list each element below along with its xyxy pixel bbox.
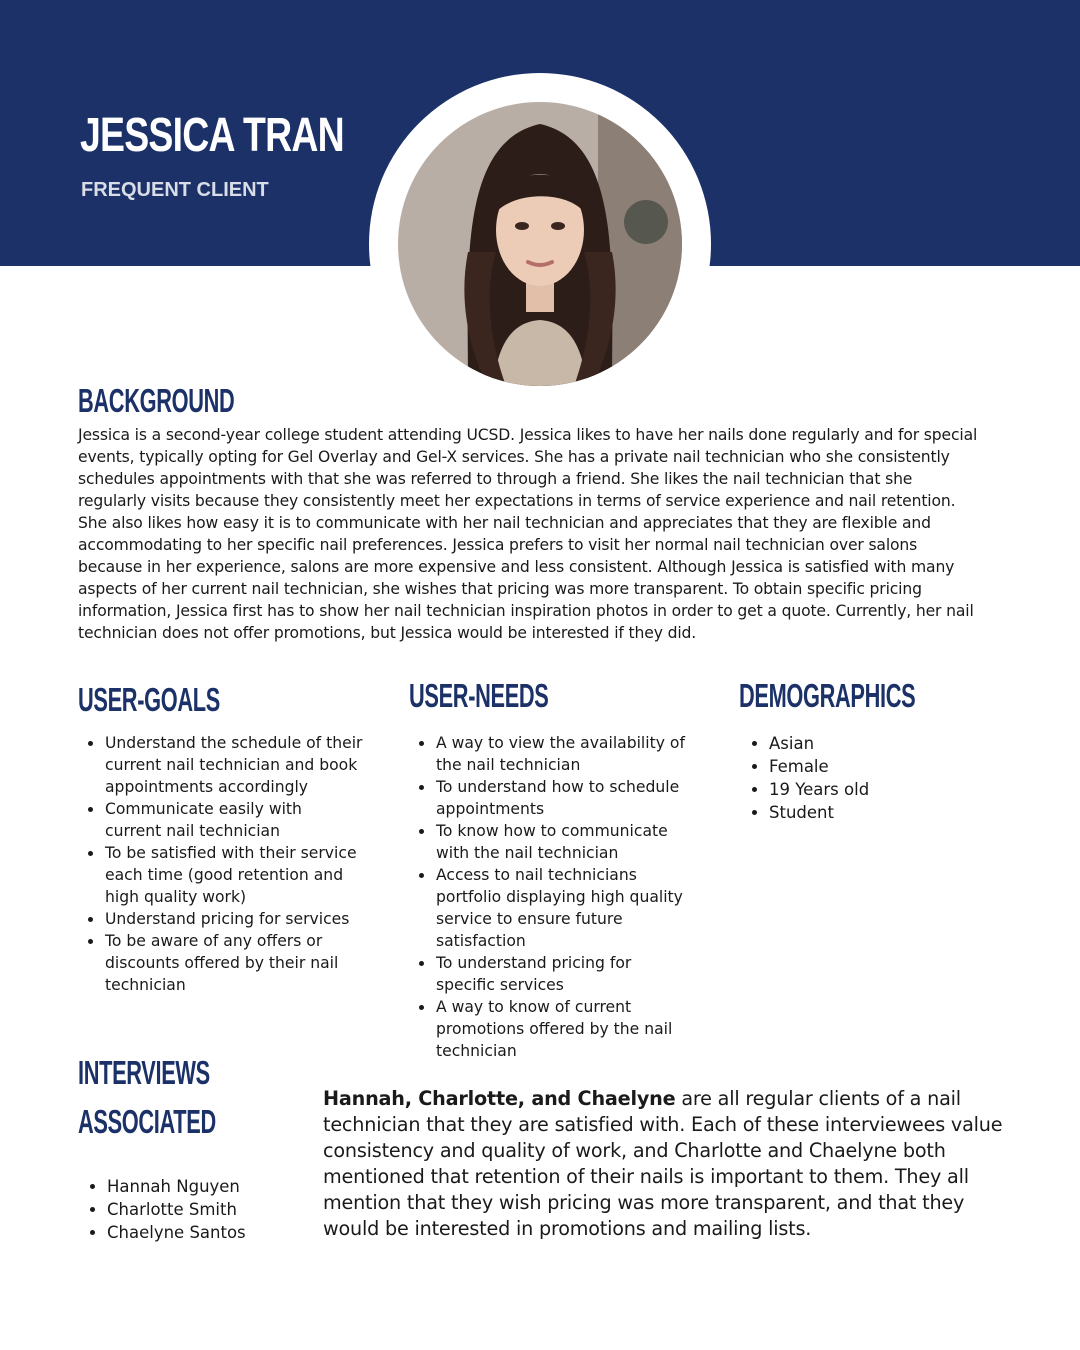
interviewees-list xyxy=(80,1175,310,1244)
user-needs-heading: USER-NEEDS xyxy=(409,677,549,714)
background-text: Jessica is a second-year college student attending UCSD. Jessica likes to have her nails done regularly and for special events, typically opting for Gel Overlay and Gel-X services. She has a private nail technician who she consistently schedules appointments with that she was referred to through a friend. She likes the nail technician that she regularly visits because they consistently meet her expectations in terms of service experience and nail retention. She also likes how easy it is to communicate with her nail technician and appreciates that they are flexible and accommodating to her specific nail preferences. Jessica prefers to visit her normal nail technician over salons because in her experience, salons are more expensive and less consistent. Although Jessica is satisfied with many aspects of her current nail technician, she wishes that pricing was more transparent. To obtain specific pricing information, Jessica first has to show her nail technician inspiration photos in order to get a quote. Currently, her nail technician does not offer promotions, but Jessica would be interested if they did. xyxy=(78,426,978,642)
summary-text: are all regular clients of a nail technician that they are satisfied with. Each of these interviewees value consistency and quality of work, and Charlotte and Chaelyne both mentioned that retention of their nails is important to them. They all mention that they wish pricing was more transparent, and that they would be interested in promotions and mailing lists. xyxy=(323,1087,1003,1240)
demographics-list xyxy=(742,732,1002,824)
list-item: To be aware of any offers or discounts offered by their nail technician xyxy=(78,930,363,996)
list-item: To know how to communicate with the nail technician xyxy=(409,820,694,864)
user-goals-heading: USER-GOALS xyxy=(78,681,220,718)
interviews-heading-line2: ASSOCIATED xyxy=(78,1103,216,1140)
list-item: To be satisfied with their service each time (good retention and high quality work) xyxy=(78,842,363,908)
persona-photo xyxy=(398,102,682,386)
summary-names: Hannah, Charlotte, and Chaelyne xyxy=(323,1087,676,1110)
persona-name: JESSICA TRAN xyxy=(80,109,344,162)
user-needs-list xyxy=(409,732,694,1062)
list-item: Charlotte Smith xyxy=(80,1198,310,1221)
list-item: Communicate easily with current nail technician xyxy=(78,798,363,842)
list-item: Understand pricing for services xyxy=(78,908,363,930)
list-item: Female xyxy=(742,755,1002,778)
interviews-summary xyxy=(323,1086,1013,1242)
list-item: Access to nail technicians portfolio displaying high quality service to ensure future satisfaction xyxy=(409,864,694,952)
list-item: A way to view the availability of the nail technician xyxy=(409,732,694,776)
list-item: To understand pricing for specific services xyxy=(409,952,694,996)
persona-role: FREQUENT CLIENT xyxy=(81,179,269,201)
list-item: Hannah Nguyen xyxy=(80,1175,310,1198)
list-item: 19 Years old xyxy=(742,778,1002,801)
interviews-heading-line1: INTERVIEWS xyxy=(78,1054,210,1091)
portrait-illustration xyxy=(398,102,682,386)
user-goals-list xyxy=(78,732,363,996)
background-heading: BACKGROUND xyxy=(78,382,235,419)
list-item: To understand how to schedule appointments xyxy=(409,776,694,820)
list-item: Student xyxy=(742,801,1002,824)
list-item: A way to know of current promotions offered by the nail technician xyxy=(409,996,694,1062)
list-item: Understand the schedule of their current nail technician and book appointments accordingly xyxy=(78,732,363,798)
list-item: Asian xyxy=(742,732,1002,755)
list-item: Chaelyne Santos xyxy=(80,1221,310,1244)
demographics-heading: DEMOGRAPHICS xyxy=(739,677,916,714)
